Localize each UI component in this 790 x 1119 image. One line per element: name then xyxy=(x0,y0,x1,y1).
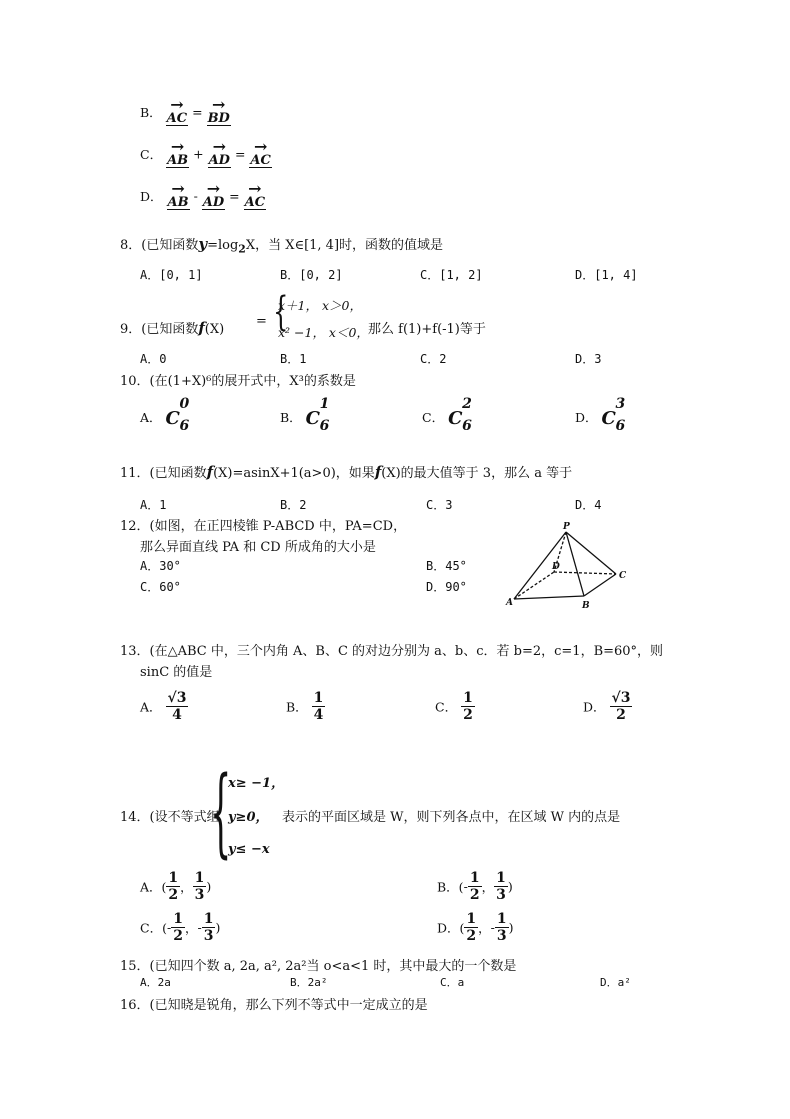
q7-option-b: B． → AC = → BD xyxy=(140,95,230,126)
label-p: P xyxy=(563,522,570,532)
q8-option-d: D．[1, 4] xyxy=(575,268,638,282)
label-c: C xyxy=(619,571,627,581)
label-b: B xyxy=(582,601,590,611)
combination-c63: C 3 6 xyxy=(601,396,626,434)
q13-option-c: C． $\frac{1}{2}$ xyxy=(435,690,473,724)
q10-stem: 10．(在(1+X)⁶的展开式中，X³的系数是 xyxy=(120,374,356,389)
fraction: $\frac{1}{3}$ xyxy=(496,870,506,904)
q12-stem-line1: 12．(如图，在正四棱锥 P-ABCD 中，PA=CD， xyxy=(120,519,407,534)
combination-c61: C 1 6 xyxy=(305,396,330,434)
fraction: $\frac{1}{3}$ xyxy=(203,911,214,945)
vector-ac: → AC xyxy=(244,179,266,210)
q14-condition-3: y≤ −x xyxy=(228,842,270,857)
vector-ab: → AB xyxy=(167,179,189,210)
q9-case-1: x＋1， x＞0， xyxy=(278,298,362,313)
q11-option-a: A．1 xyxy=(140,498,167,512)
q8-option-a: A．[0, 1] xyxy=(140,268,203,282)
q15-option-d: D．a² xyxy=(600,976,631,989)
pyramid-figure xyxy=(500,520,640,612)
q9-stem-end: 那么 f(1)+f(-1)等于 xyxy=(368,322,486,337)
combination-c62: C 2 6 xyxy=(448,396,472,434)
q10-option-b: B． C 1 6 xyxy=(280,398,336,436)
q7-option-d: D． → AB - → AD = → AC xyxy=(140,179,266,210)
q13-stem-line1: 13．(在△ABC 中，三个内角 A、B、C 的对边分别为 a、b、c．若 b=2，c=1，B=60°，则 xyxy=(120,644,664,659)
fraction: $\frac{1}{2}$ xyxy=(463,690,473,724)
q11-stem: 11．(已知函数f(X)=asinX+1(a>0)，如果f(X)的最大值等于 3，那么 a 等于 xyxy=(120,463,573,481)
q13-option-d: D． $\frac{√3}{2}$ xyxy=(583,690,631,724)
q10-option-a: A． C 0 6 xyxy=(140,398,196,436)
fraction: $\frac{√3}{4}$ xyxy=(167,690,187,724)
label-a: A xyxy=(506,598,513,608)
q12-option-a: A．30° xyxy=(140,559,181,573)
q15-stem: 15．(已知四个数 a, 2a, a², 2a²当 o<a<1 时，其中最大的一个数是 xyxy=(120,959,517,974)
q9-option-c: C．2 xyxy=(420,352,447,366)
fraction: $\frac{1}{2}$ xyxy=(469,870,480,904)
label-d: D xyxy=(552,562,560,572)
fraction: $\frac{1}{3}$ xyxy=(194,870,205,904)
fraction: $\frac{1}{2}$ xyxy=(173,911,183,945)
q14-condition-1: x≥ −1， xyxy=(228,776,285,791)
vector-ab: → AB xyxy=(167,137,189,168)
q11-option-c: C．3 xyxy=(426,498,453,512)
fraction: $\frac{1}{2}$ xyxy=(466,911,477,945)
q15-option-a: A．2a xyxy=(140,976,171,989)
q12-option-d: D．90° xyxy=(426,580,467,594)
vector-ad: → AD xyxy=(202,179,225,210)
q9-equals: = xyxy=(256,314,267,329)
q9-option-b: B．1 xyxy=(280,352,307,366)
left-brace: { xyxy=(273,289,289,335)
q12-stem-line2: 那么异面直线 PA 和 CD 所成角的大小是 xyxy=(140,540,376,555)
q14-option-b: B．(- $\frac{1}{2}$ ， $\frac{1}{3}$ ) xyxy=(437,870,513,904)
q13-stem-line2: sinC 的值是 xyxy=(140,665,213,680)
fraction: $\frac{√3}{2}$ xyxy=(611,690,631,724)
q8-stem: 8．(已知函数$y=\log_2X$，当 X∈[1, 4]时，函数的值域是 xyxy=(120,235,444,256)
q9-option-d: D．3 xyxy=(575,352,602,366)
q8-option-b: B．[0, 2] xyxy=(280,268,343,282)
q16-stem: 16．(已知晓是锐角，那么下列不等式中一定成立的是 xyxy=(120,998,428,1013)
q12-option-c: C．60° xyxy=(140,580,181,594)
q12-option-b: B．45° xyxy=(426,559,467,573)
q14-stem-end: 表示的平面区域是 W，则下列各点中，在区域 W 内的点是 xyxy=(282,810,621,825)
q14-option-a: A．( $\frac{1}{2}$ ， $\frac{1}{3}$ ) xyxy=(140,870,212,904)
q9-stem-start: 9．(已知函数f(X) xyxy=(120,319,225,337)
q11-option-d: D．4 xyxy=(575,498,602,512)
q13-option-b: B． $\frac{1}{4}$ xyxy=(286,690,324,724)
q14-option-d: D．( $\frac{1}{2}$ ，- $\frac{1}{3}$ ) xyxy=(437,911,514,945)
q13-option-a: A． $\frac{√3}{4}$ xyxy=(140,690,187,724)
q8-option-c: C．[1, 2] xyxy=(420,268,483,282)
fraction: $\frac{1}{3}$ xyxy=(496,911,507,945)
fraction: $\frac{1}{4}$ xyxy=(313,690,324,724)
vector-ac: → AC xyxy=(166,95,188,126)
fraction: $\frac{1}{2}$ xyxy=(168,870,179,904)
q11-option-b: B．2 xyxy=(280,498,307,512)
vector-ac: → AC xyxy=(250,137,271,168)
q14-stem-start: 14．(设不等式组 xyxy=(120,810,220,825)
q14-condition-2: y≥0， xyxy=(228,810,269,825)
q10-option-c: C． C 2 6 xyxy=(422,398,478,436)
vector-ad: → AD xyxy=(208,137,230,168)
q9-option-a: A．0 xyxy=(140,352,167,366)
q14-option-c: C．(- $\frac{1}{2}$ ，- $\frac{1}{3}$ ) xyxy=(140,911,221,945)
q15-option-c: C．a xyxy=(440,976,465,989)
q7-option-c: C． → AB + → AD = → AC xyxy=(140,137,271,168)
left-brace: { xyxy=(210,756,232,868)
q10-option-d: D． C 3 6 xyxy=(575,398,632,436)
combination-c60: C 0 6 xyxy=(165,396,190,434)
q9-case-2: x² −1， x＜0， xyxy=(278,325,369,340)
vector-bd: → BD xyxy=(207,95,230,126)
q15-option-b: B．2a² xyxy=(290,976,328,989)
